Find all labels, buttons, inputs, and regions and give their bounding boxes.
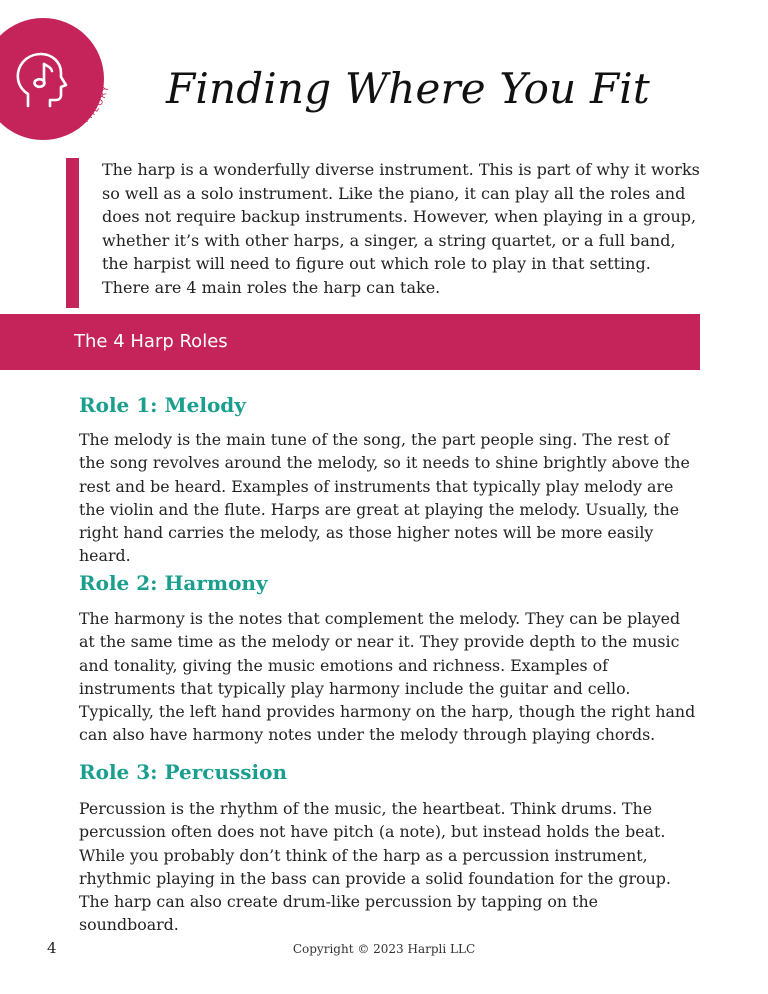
role-2-heading: Role 2: Harmony [79, 571, 268, 595]
role-1-body: The melody is the main tune of the song, the part people sing. The rest of the song revolves around the melody, so it needs to shine brightly above the rest and be heard. Examples of instruments that typically play melody are the violin and the flute. Harps are great at playing the melody. Usually, the right hand carries the melody, as those higher notes will be more easily heard. [79, 430, 690, 566]
role-1-heading: Role 1: Melody [79, 393, 246, 417]
section-banner [0, 314, 700, 370]
page-number: 4 [47, 939, 57, 957]
role-3-body: Percussion is the rhythm of the music, the heartbeat. Think drums. The percussion often does not have pitch (a note), but instead holds the beat. While you probably don’t think of the harp as a percussion instrument, rhythmic playing in the bass can provide a solid foundation for the group. The harp can also create drum-like percussion by tapping on the soundboard. [79, 799, 671, 935]
role-3-heading: Role 3: Percussion [79, 760, 287, 784]
badge-label [0, 0, 140, 160]
intro-paragraph: The harp is a wonderfully diverse instrument. This is part of why it works so well as a solo instrument. Like the piano, it can play all the roles and does not require backup instruments. However, when playing in a group, whether it’s with other harps, a singer, a string quartet, or a full band, the harpist will need to figure out which role to play in that setting. There are 4 main roles the harp can take. [102, 160, 700, 297]
badge-label-text: MUSIC THEORY [47, 83, 112, 142]
section-title: The 4 Harp Roles [74, 331, 228, 352]
page-title: Finding Where You Fit [166, 64, 651, 113]
copyright-notice: Copyright © 2023 Harpli LLC [292, 942, 476, 956]
intro-accent-bar [66, 158, 79, 308]
role-2-body: The harmony is the notes that complement the melody. They can be played at the same time as the melody or near it. They provide depth to the music and tonality, giving the music emotions and richness. Examples of instruments that typically play harmony include the guitar and cello. Typically, the left hand provides harmony on the harp, though the right hand can also have harmony notes under the melody through playing chords. [79, 609, 696, 745]
svg-text:MUSIC THEORY [47, 84, 112, 141]
